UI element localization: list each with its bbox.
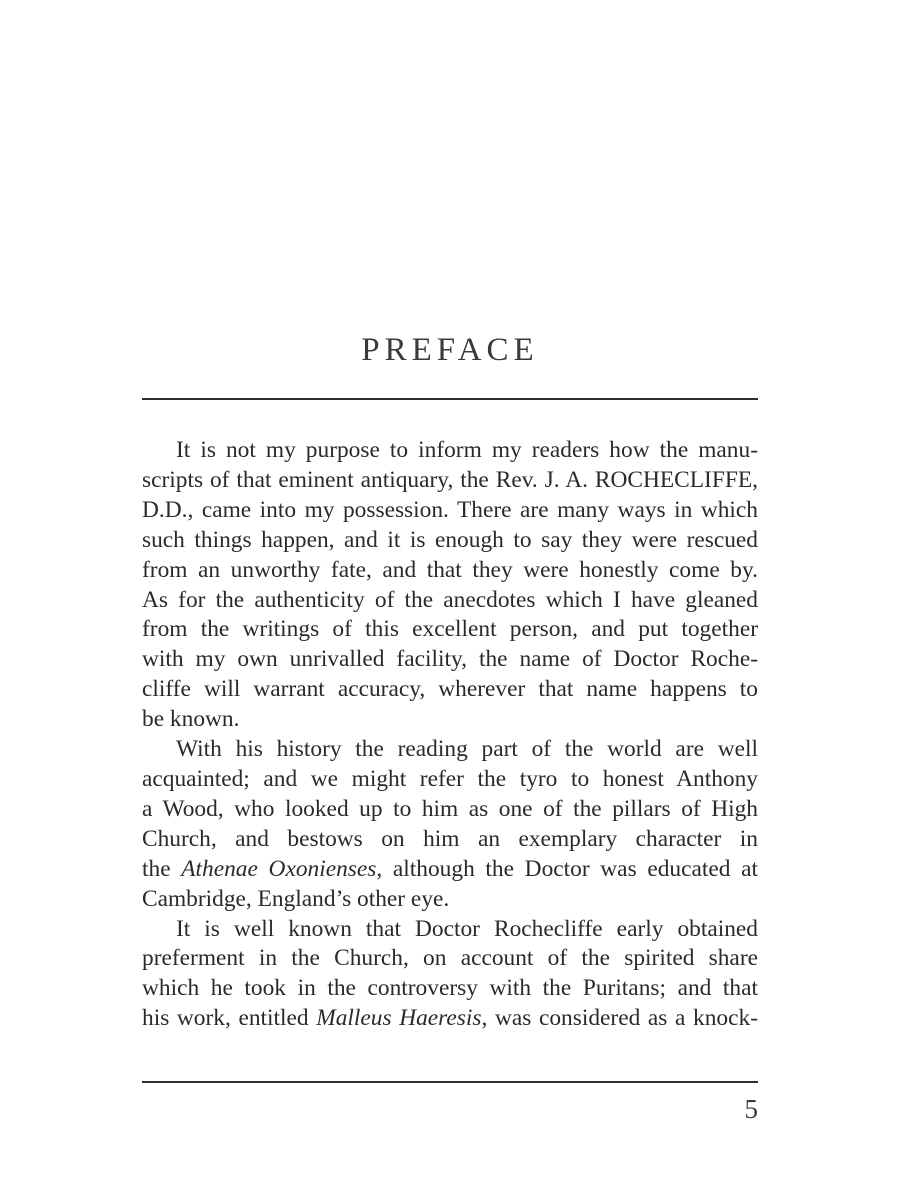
page-title: PREFACE — [361, 332, 539, 368]
paragraph-1 — [142, 436, 758, 735]
top-rule — [142, 398, 758, 400]
text-segment: , was considered as a knock- — [481, 1005, 758, 1032]
paragraph-2 — [142, 735, 758, 914]
text-segment: his work, entitled — [142, 1005, 317, 1032]
text-line: It is not my purpose to inform my readers how the manu- — [176, 437, 758, 463]
text-line: acquainted; and we might refer the tyro to honest Anthony — [142, 765, 758, 792]
text-segment: , although the Doctor was educated at — [376, 855, 758, 882]
text-line: With his history the reading part of the world are well — [176, 736, 758, 763]
text-segment: the — [142, 855, 182, 882]
text-line: D.D., came into my possession. There are many ways in which — [142, 496, 758, 523]
text-line: scripts of that eminent antiquary, the Rev. J. A. ROCHECLIFFE, — [142, 466, 758, 493]
text-line: from the writings of this excellent person, and put together — [142, 616, 758, 643]
book-title-athenae-oxonienses: Athenae Oxonienses — [181, 855, 377, 882]
text-line — [142, 1004, 758, 1034]
text-line: from an unworthy fate, and that they were honestly come by. — [142, 556, 758, 583]
text-line: preferment in the Church, on account of the spirited share — [142, 945, 758, 972]
text-line: a Wood, who looked up to him as one of the pillars of High — [142, 795, 758, 822]
text-line: Church, and bestows on him an exemplary character in — [142, 825, 758, 852]
paragraph-3 — [142, 915, 758, 1035]
text-line: which he took in the controversy with the Puritans; and that — [142, 975, 758, 1002]
text-line — [142, 855, 758, 885]
body-text — [142, 436, 758, 1034]
text-line: Cambridge, England’s other eye. — [142, 885, 450, 912]
text-line: As for the authenticity of the anecdotes which I have gleaned — [142, 586, 758, 613]
text-line: such things happen, and it is enough to say they were rescued — [142, 526, 758, 553]
bottom-rule — [142, 1081, 758, 1083]
text-line: It is well known that Doctor Rochecliffe early obtained — [176, 915, 758, 942]
text-line: be known. — [142, 706, 240, 733]
text-line: cliffe will warrant accuracy, wherever that name happens to — [142, 676, 758, 703]
page-number: 5 — [744, 1094, 758, 1124]
text-line: with my own unrivalled facility, the name of Doctor Roche- — [142, 646, 758, 673]
book-title-malleus-haeresis: Malleus Haeresis — [316, 1005, 482, 1032]
